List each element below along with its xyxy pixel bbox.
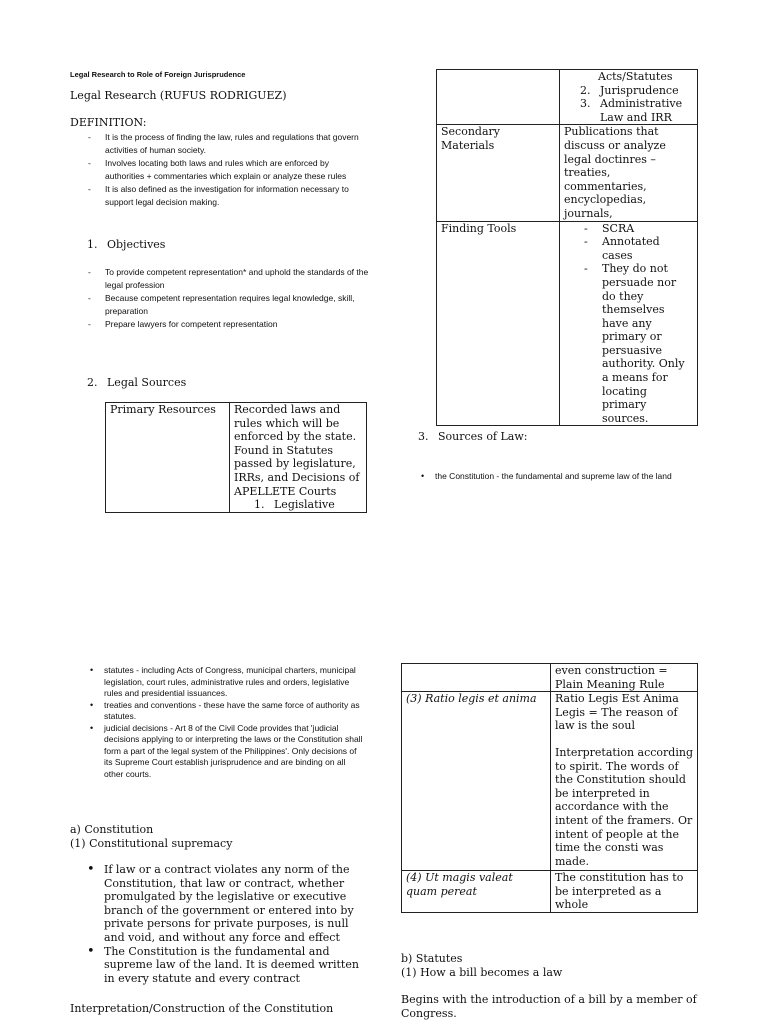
table-row <box>437 70 698 125</box>
finding-tools-list <box>564 222 693 426</box>
definition-heading: DEFINITION: <box>70 116 147 129</box>
continued-line: Acts/Statutes <box>598 70 673 83</box>
finding-tools-label: Finding Tools <box>437 221 560 426</box>
sources-continued-list <box>87 665 367 780</box>
statutes-heading: b) Statutes <box>401 952 463 965</box>
plain-meaning-cell: even construction = Plain Meaning Rule <box>551 664 698 692</box>
source-item: • treaties and conventions - these have the same force of authority as statutes. <box>87 700 367 723</box>
ut-magis-label: (4) Ut magis valeat quam pereat <box>402 871 551 913</box>
definition-item: - It is also defined as the investigation for information necessary to support legal decision making. <box>70 183 370 209</box>
primary-resources-table <box>105 402 367 513</box>
ratio-legis-cell <box>551 692 698 871</box>
document-small-title: Legal Research to Role of Foreign Jurisprudence <box>70 70 246 79</box>
finding-tools-cell <box>560 221 698 426</box>
constitution-list <box>70 863 370 985</box>
table-row <box>437 125 698 221</box>
source-of-law-item: • the Constitution - the fundamental and supreme law of the land <box>418 471 700 483</box>
statutes-subheading: (1) How a bill becomes a law <box>401 965 563 979</box>
empty-cell <box>437 70 560 125</box>
table-row <box>402 871 698 913</box>
ratio-legis-interpretation: Interpretation according to spirit. The words of the Constitution should be interpreted in accordance with the intent of the framers. Or intent of people at the time the consti was made. <box>555 745 693 868</box>
sources-of-law-list <box>418 471 700 483</box>
primary-resources-cell <box>230 403 367 513</box>
finding-tool-item: - They do not persuade nor do they themselves have any primary or persuasive authority. Only a means for locating primary sources. <box>564 262 693 425</box>
finding-tool-item: - SCRA <box>564 222 693 236</box>
ratio-legis-desc: Ratio Legis Est Anima Legis = The reason of law is the soul <box>555 692 679 733</box>
definition-item: - It is the process of finding the law, rules and regulations that govern activities of human society. <box>70 131 370 157</box>
constitution-subheading: (1) Constitutional supremacy <box>70 837 233 850</box>
statutes-heading-block <box>401 952 562 979</box>
document-title: Legal Research (RUFUS RODRIGUEZ) <box>70 89 287 102</box>
table-row <box>402 664 698 692</box>
constitution-item: • If law or a contract violates any norm of the Constitution, that law or contract, whether promulgated by the legislative or executive branch of the government or entered into by private persons for private purposes, is null and void, and without any force and effect <box>70 863 370 945</box>
secondary-materials-desc: Publications that discuss or analyze legal doctinres – treaties, commentaries, encyclopedias, journals, <box>560 125 698 221</box>
ut-magis-desc: The constitution has to be interpreted as a whole <box>551 871 698 913</box>
objective-item: - Prepare lawyers for competent representation <box>70 318 370 331</box>
sources-of-law-heading: 3. Sources of Law: <box>418 430 528 443</box>
source-item: • statutes - including Acts of Congress, municipal charters, municipal legislation, court rules, administrative rules and orders, legislative rules and presidential issuances. <box>87 665 367 700</box>
objectives-list <box>70 266 370 331</box>
primary-resources-list-item: 1. Legislative <box>254 498 335 512</box>
empty-cell <box>402 664 551 692</box>
sources-table <box>436 69 698 426</box>
source-item: • judicial decisions - Art 8 of the Civil Code provides that 'judicial decisions applying to or interpreting the laws or the Constitution shall form a part of the legal system of the Philippines'. Only decisions of its Supreme Court establish jurisprudence and are binding on all other courts. <box>87 723 367 781</box>
finding-tool-item: - Annotated cases <box>564 235 693 262</box>
constitution-heading-block <box>70 823 232 851</box>
sources-continued-cell <box>560 70 698 125</box>
continued-item: 3. Administrative Law and IRR <box>580 97 683 124</box>
constitution-heading: a) Constitution <box>70 823 154 836</box>
legal-sources-heading: 2. Legal Sources <box>87 376 187 389</box>
continued-item: 2. Jurisprudence <box>580 83 679 97</box>
objective-item: - Because competent representation requires legal knowledge, skill, preparation <box>70 292 370 318</box>
objectives-heading: 1. Objectives <box>87 238 166 251</box>
interpretation-table <box>401 663 698 913</box>
primary-resources-label: Primary Resources <box>106 403 230 513</box>
statutes-text: Begins with the introduction of a bill by a member of Congress. <box>401 993 697 1020</box>
table-row <box>402 692 698 871</box>
interpretation-heading: Interpretation/Construction of the Constitution <box>70 1002 334 1015</box>
table-row <box>437 221 698 426</box>
definition-list <box>70 131 370 209</box>
table-row <box>106 403 367 513</box>
ratio-legis-label: (3) Ratio legis et anima <box>402 692 551 871</box>
constitution-item: • The Constitution is the fundamental and supreme law of the land. It is deemed written in every statute and every contract <box>70 945 370 986</box>
primary-resources-desc: Recorded laws and rules which will be enforced by the state. Found in Statutes passed by legislature, IRRs, and Decisions of APELLETE Courts <box>234 403 360 498</box>
secondary-materials-label: Secondary Materials <box>437 125 560 221</box>
definition-item: - Involves locating both laws and rules which are enforced by authorities + commentaries which explain or analyze these rules <box>70 157 370 183</box>
objective-item: - To provide competent representation* and uphold the standards of the legal profession <box>70 266 370 292</box>
